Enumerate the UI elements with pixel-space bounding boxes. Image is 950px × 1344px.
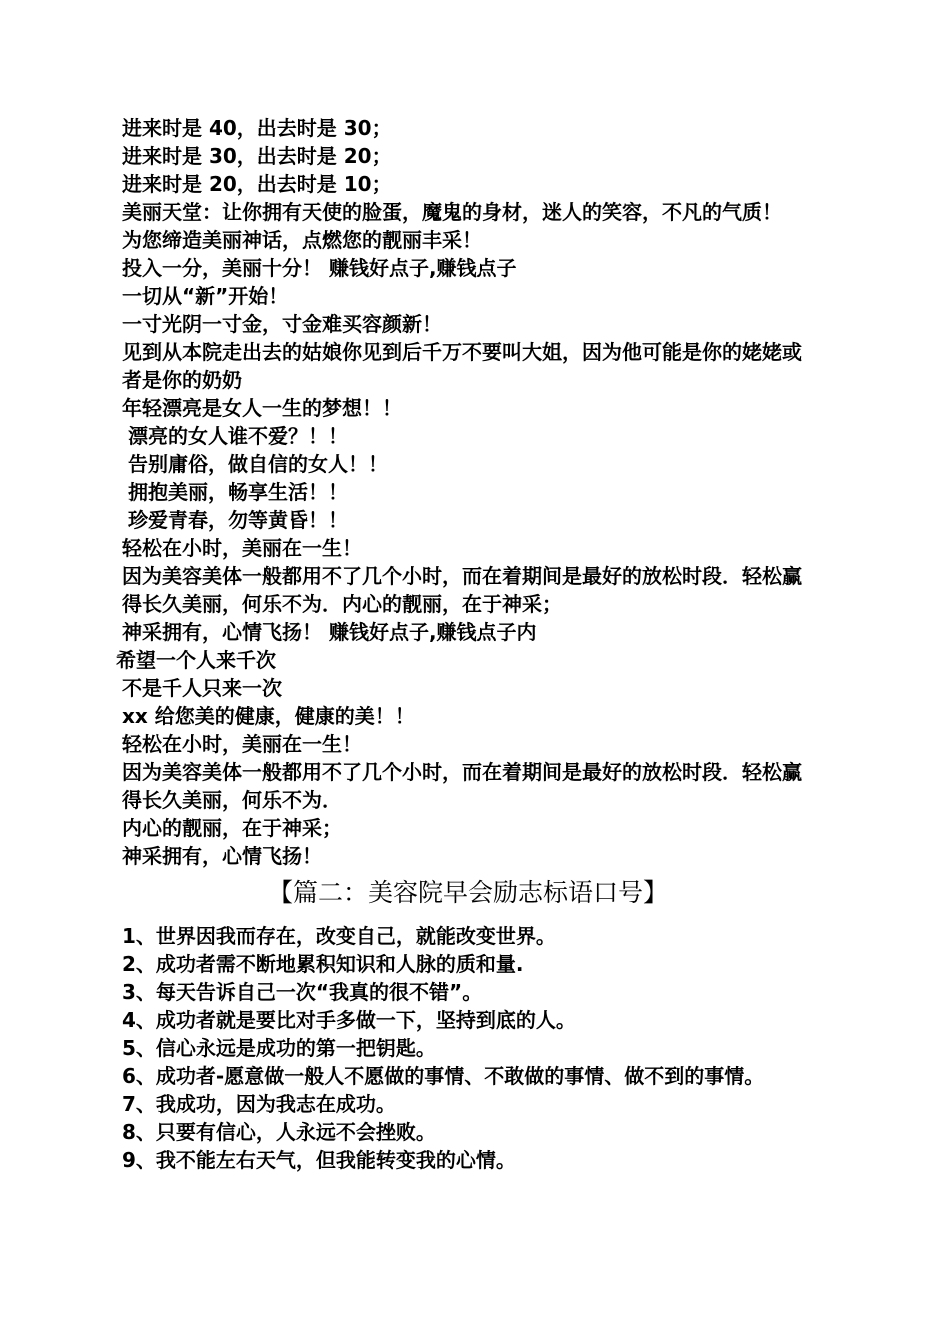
slogan-line: 为您缔造美丽神话，点燃您的靓丽丰采！ [122, 228, 482, 252]
slogan-line: 神采拥有，心情飞扬！ [122, 844, 322, 868]
slogan-line: 神采拥有，心情飞扬！ 赚钱好点子,赚钱点子内 [122, 620, 537, 644]
slogan-line: 珍爱青春，勿等黄昏！！ [128, 508, 348, 532]
slogan-line: 因为美容美体一般都用不了几个小时，而在着期间是最好的放松时段．轻松赢得长久美丽，何乐不为． [122, 760, 802, 812]
slogan-line: 内心的靓丽，在于神采； [122, 816, 342, 840]
slogan-line: 一切从“新”开始！ [122, 284, 289, 308]
slogan-line: 进来时是 30，出去时是 20； [122, 144, 392, 168]
list-item: 1、世界因我而存在，改变自己，就能改变世界。 [122, 924, 556, 948]
slogan-line: 一寸光阴一寸金，寸金难买容颜新！ [122, 312, 442, 336]
slogan-line: 见到从本院走出去的姑娘你见到后千万不要叫大姐，因为他可能是你的姥姥或者是你的奶奶 [122, 340, 802, 392]
slogan-line: 轻松在小时，美丽在一生！ [122, 732, 362, 756]
section-heading: 【篇二：美容院早会励志标语口号】 [267, 878, 668, 907]
slogan-line: 进来时是 40，出去时是 30； [122, 116, 392, 140]
slogan-line: 投入一分，美丽十分！ 赚钱好点子,赚钱点子 [122, 256, 517, 280]
slogan-line: 年轻漂亮是女人一生的梦想！！ [122, 396, 402, 420]
slogan-line: 美丽天堂：让你拥有天使的脸蛋，魔鬼的身材，迷人的笑容，不凡的气质！ [122, 200, 782, 224]
slogan-line: 不是千人只来一次 [122, 676, 282, 700]
slogan-line: 希望一个人来千次 [116, 648, 276, 672]
slogan-line: 拥抱美丽，畅享生活！！ [128, 480, 348, 504]
list-item: 6、成功者-愿意做一般人不愿做的事情、不敢做的事情、做不到的事情。 [122, 1064, 765, 1088]
slogan-line: 因为美容美体一般都用不了几个小时，而在着期间是最好的放松时段．轻松赢得长久美丽，何乐不为．内心的靓丽，在于神采； [122, 564, 802, 616]
list-item: 4、成功者就是要比对手多做一下，坚持到底的人。 [122, 1008, 576, 1032]
list-item: 5、信心永远是成功的第一把钥匙。 [122, 1036, 436, 1060]
list-item: 3、每天告诉自己一次“我真的很不错”。 [122, 980, 483, 1004]
slogan-line: 进来时是 20，出去时是 10； [122, 172, 392, 196]
slogan-line: xx 给您美的健康，健康的美！！ [122, 704, 415, 728]
slogan-line: 漂亮的女人谁不爱？！！ [128, 424, 348, 448]
document-body [116, 114, 820, 1174]
slogan-list [116, 114, 820, 870]
slogan-line: 告别庸俗，做自信的女人！！ [128, 452, 388, 476]
motto-list [116, 922, 820, 1174]
list-item: 9、我不能左右天气，但我能转变我的心情。 [122, 1148, 516, 1172]
list-item: 8、只要有信心，人永远不会挫败。 [122, 1120, 436, 1144]
slogan-line: 轻松在小时，美丽在一生！ [122, 536, 362, 560]
list-item: 2、成功者需不断地累积知识和人脉的质和量. [122, 952, 524, 976]
list-item: 7、我成功，因为我志在成功。 [122, 1092, 396, 1116]
